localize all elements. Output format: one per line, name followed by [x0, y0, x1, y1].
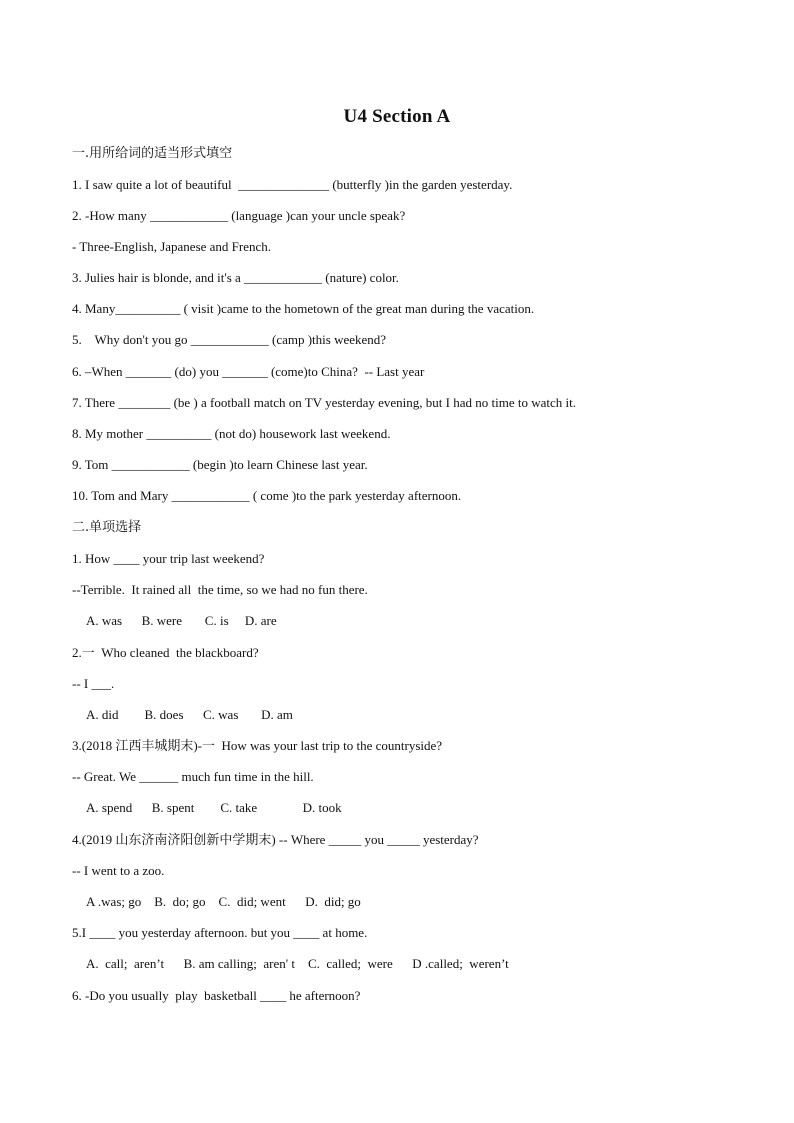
answer-line: -- I ___.: [72, 676, 115, 691]
question-line: 5. Why don't you go ____________ (camp )this weekend?: [72, 332, 387, 347]
options-line: A. did B. does C. was D. am: [86, 707, 293, 722]
question-line: 5.I ____ you yesterday afternoon. but you ____ at home.: [72, 925, 368, 940]
options-line: A. spend B. spent C. take D. took: [86, 800, 342, 815]
question-line: 9. Tom ____________ (begin )to learn Chinese last year.: [72, 457, 368, 472]
question-line: 6. –When _______ (do) you _______ (come)to China? -- Last year: [72, 364, 425, 379]
question-line: 4. Many__________ ( visit )came to the hometown of the great man during the vacation.: [72, 301, 535, 316]
question-line: 1. How ____ your trip last weekend?: [72, 551, 265, 566]
answer-line: - Three-English, Japanese and French.: [72, 239, 272, 254]
question-line: 8. My mother __________ (not do) housework last weekend.: [72, 426, 391, 441]
options-line: A .was; go B. do; go C. did; went D. did; go: [86, 894, 361, 909]
page-title: U4 Section A: [343, 106, 451, 127]
answer-line: -- Great. We ______ much fun time in the hill.: [72, 769, 314, 784]
question-line: 4.(2019 山东济南济阳创新中学期末) -- Where _____ you _____ yesterday?: [72, 832, 479, 847]
question-line: 3. Julies hair is blonde, and it's a ____________ (nature) color.: [72, 270, 399, 285]
question-line: 7. There ________ (be ) a football match on TV yesterday evening, but I had no time to watch it.: [72, 395, 576, 410]
question-line: 3.(2018 江西丰城期末)-一 How was your last trip to the countryside?: [72, 738, 443, 753]
question-line: 10. Tom and Mary ____________ ( come )to the park yesterday afternoon.: [72, 488, 462, 503]
section-heading-multiple-choice: 二.单项选择: [72, 520, 142, 535]
options-line: A. was B. were C. is D. are: [86, 613, 277, 628]
section-heading-fill-in: 一.用所给词的适当形式填空: [72, 146, 233, 161]
options-line: A. call; aren’t B. am calling; aren' t C. called; were D .called; weren’t: [86, 956, 509, 971]
question-line: 6. -Do you usually play basketball ____ he afternoon?: [72, 988, 361, 1003]
answer-line: -- I went to a zoo.: [72, 863, 165, 878]
question-line: 2.一 Who cleaned the blackboard?: [72, 645, 259, 660]
question-line: 2. -How many ____________ (language )can your uncle speak?: [72, 208, 406, 223]
answer-line: --Terrible. It rained all the time, so we had no fun there.: [72, 582, 368, 597]
question-line: 1. I saw quite a lot of beautiful ______________ (butterfly )in the garden yesterday.: [72, 177, 513, 192]
